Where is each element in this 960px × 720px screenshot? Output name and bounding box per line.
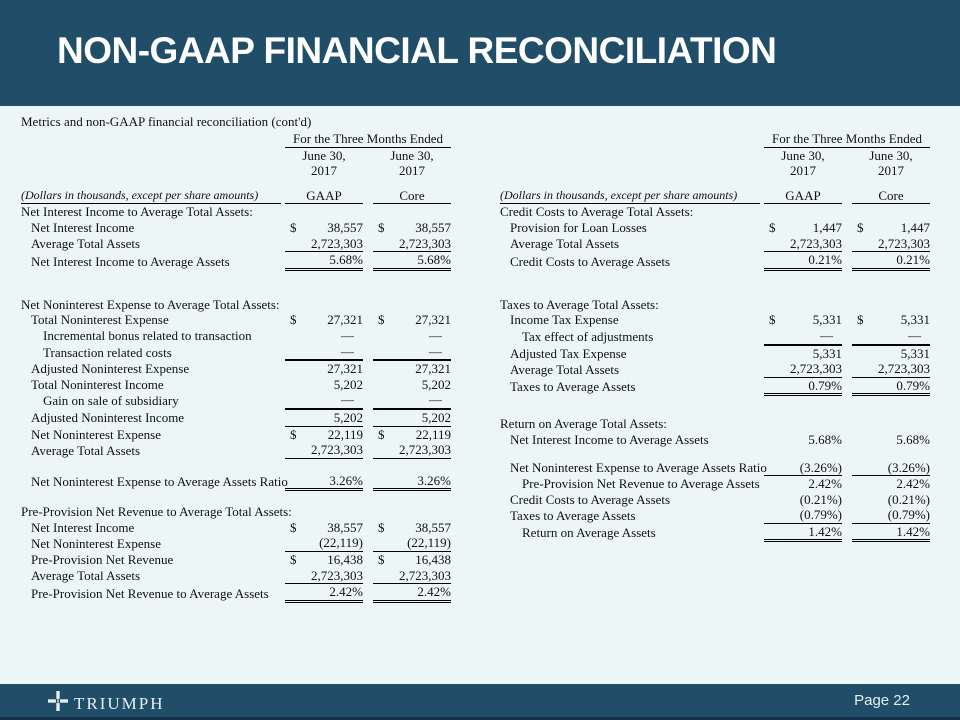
row-label: Pre-Provision Net Revenue <box>31 552 174 568</box>
core-value: $ 1,447 <box>852 220 930 236</box>
core-value: $ 16,438 <box>373 552 451 568</box>
gaap-value: 2,723,303 <box>285 568 363 584</box>
row-label: Transaction related costs <box>43 344 172 360</box>
gaap-value: 2.42% <box>285 584 363 602</box>
table-row <box>21 220 451 236</box>
gaap-value: 2,723,303 <box>285 236 363 252</box>
core-value: (0.21%) <box>887 491 931 507</box>
row-label: Adjusted Tax Expense <box>510 345 627 361</box>
period-label: For the Three Months Ended <box>285 131 451 147</box>
gaap-value: 1.42% <box>764 523 842 541</box>
core-value: $ 38,557 <box>373 220 451 236</box>
gaap-value: 5,202 <box>333 376 363 392</box>
section-label: Return on Average Total Assets: <box>500 416 667 432</box>
table-row <box>21 252 451 270</box>
core-value: — <box>852 328 930 345</box>
period-header-row <box>500 131 930 147</box>
column-header-row <box>21 188 451 204</box>
table-row <box>500 220 930 236</box>
core-value: 5,202 <box>421 376 452 392</box>
table-row <box>21 520 451 536</box>
table-row <box>21 360 451 377</box>
core-value: (0.79%) <box>852 507 930 523</box>
core-value: — <box>373 392 451 409</box>
year-header-row <box>500 163 930 179</box>
page-title: NON-GAAP FINANCIAL RECONCILIATION <box>57 30 777 71</box>
row-label: Adjusted Noninterest Expense <box>31 361 190 377</box>
gaap-value: 2.42% <box>808 476 842 492</box>
dollar-sign: $ <box>290 312 297 328</box>
gaap-value: $ 22,119 <box>285 426 363 442</box>
core-value: $ 38,557 <box>373 520 451 536</box>
core-value: (22,119) <box>373 535 451 551</box>
table-row <box>21 473 451 490</box>
left-table-container <box>21 131 451 603</box>
gaap-value: 5.68% <box>808 431 842 447</box>
core-value: 5,331 <box>900 345 931 361</box>
row-label: Incremental bonus related to transaction <box>43 327 252 343</box>
spacer-row <box>21 490 451 505</box>
left-reconciliation-table <box>21 131 451 603</box>
logo-text: TRIUMPH <box>74 693 165 713</box>
spacer-row <box>500 395 930 417</box>
table-row <box>21 328 451 344</box>
gaap-value: 2,723,303 <box>764 236 842 252</box>
row-label: Total Noninterest Expense <box>31 312 169 328</box>
gaap-value: $ 27,321 <box>285 312 363 328</box>
section-label: Pre-Provision Net Revenue to Average Total Assets: <box>21 504 292 520</box>
core-value: 2,723,303 <box>852 361 930 377</box>
core-date: June 30, <box>869 147 913 163</box>
row-label: Provision for Loan Losses <box>510 219 647 235</box>
dollar-sign: $ <box>857 219 864 235</box>
dollar-sign: $ <box>378 219 385 235</box>
core-value: 0.79% <box>852 377 930 395</box>
row-label: Taxes to Average Assets <box>510 379 636 395</box>
row-label: Net Interest Income to Average Assets <box>510 431 709 447</box>
gaap-year: 2017 <box>311 163 337 179</box>
core-column-header: Core <box>852 188 930 204</box>
gaap-value: 5,202 <box>285 409 363 426</box>
gaap-value: $ 38,557 <box>285 520 363 536</box>
gaap-column-header: GAAP <box>764 188 842 204</box>
row-label: Tax effect of adjustments <box>522 328 654 344</box>
gaap-year: 2017 <box>790 163 816 179</box>
table-row <box>21 392 451 409</box>
core-year: 2017 <box>399 163 425 179</box>
core-column-header: Core <box>373 188 451 204</box>
section-header-row <box>500 297 930 313</box>
row-label: Total Noninterest Income <box>31 376 164 392</box>
core-value: 2,723,303 <box>373 442 451 458</box>
core-value: (3.26%) <box>852 460 930 476</box>
core-value: 2,723,303 <box>373 236 451 252</box>
row-label: Net Interest Income <box>31 519 135 535</box>
row-label: Average Total Assets <box>510 236 620 252</box>
dollars-note: (Dollars in thousands, except per share amounts) <box>21 188 281 204</box>
row-label: Credit Costs to Average Assets <box>510 253 671 269</box>
period-header-row <box>21 131 451 147</box>
core-value: 2.42% <box>896 476 931 492</box>
spacer-row <box>21 269 451 297</box>
dollar-sign: $ <box>290 552 297 568</box>
gaap-value: $ 1,447 <box>764 220 842 236</box>
section-label: Net Interest Income to Average Total Assets: <box>21 204 253 220</box>
row-label: Average Total Assets <box>31 236 141 252</box>
core-year: 2017 <box>878 163 904 179</box>
core-value: 5.68% <box>373 252 451 270</box>
table-row <box>21 584 451 602</box>
dollar-sign: $ <box>378 519 385 535</box>
row-label: Adjusted Noninterest Income <box>31 410 185 426</box>
core-value: 5.68% <box>896 431 931 447</box>
table-row <box>21 377 451 393</box>
gaap-value: — <box>285 392 363 409</box>
table-row <box>500 507 930 523</box>
table-row <box>21 568 451 584</box>
dollar-sign: $ <box>290 519 297 535</box>
right-table-container <box>500 131 930 542</box>
gaap-value: (0.21%) <box>799 491 842 507</box>
table-row <box>500 492 930 508</box>
gaap-date: June 30, <box>302 147 346 163</box>
date-header-row <box>500 147 930 163</box>
dollars-note: (Dollars in thousands, except per share amounts) <box>500 188 760 204</box>
core-value: 27,321 <box>415 361 452 377</box>
core-date: June 30, <box>390 147 434 163</box>
gaap-value: — <box>764 328 842 345</box>
gaap-value: $ 5,331 <box>764 312 842 328</box>
section-label: Credit Costs to Average Total Assets: <box>500 204 694 220</box>
table-row <box>500 328 930 345</box>
column-header-row <box>500 188 930 204</box>
gaap-date: June 30, <box>781 147 825 163</box>
core-value: — <box>429 327 443 343</box>
table-row <box>500 252 930 270</box>
table-row <box>21 312 451 328</box>
gaap-value: (0.79%) <box>764 507 842 523</box>
row-label: Pre-Provision Net Revenue to Average Assets <box>31 585 269 601</box>
gaap-column-header: GAAP <box>285 188 363 204</box>
core-value: 2.42% <box>373 584 451 602</box>
table-row <box>500 345 930 362</box>
table-row <box>500 432 930 448</box>
table-row <box>500 523 930 541</box>
dollar-sign: $ <box>769 312 776 328</box>
core-value: 2,723,303 <box>852 236 930 252</box>
metrics-note: Metrics and non-GAAP financial reconciliation (cont'd) <box>21 114 312 129</box>
row-label: Average Total Assets <box>510 361 620 377</box>
row-label: Net Noninterest Expense to Average Assets Ratio <box>510 460 767 475</box>
core-value: 0.21% <box>852 252 930 270</box>
core-value: 5,202 <box>373 409 451 426</box>
gaap-value: 0.79% <box>764 377 842 395</box>
row-label: Average Total Assets <box>31 568 141 584</box>
table-row <box>21 552 451 568</box>
gaap-value: — <box>341 327 354 343</box>
gaap-value: $ 16,438 <box>285 552 363 568</box>
spacer-row <box>500 448 930 460</box>
table-row <box>500 236 930 252</box>
dollar-sign: $ <box>769 219 776 235</box>
section-header-row <box>500 416 930 432</box>
table-row <box>500 460 930 476</box>
row-label: Pre-Provision Net Revenue to Average Assets <box>522 476 760 492</box>
core-value: $ 5,331 <box>852 312 930 328</box>
period-label: For the Three Months Ended <box>764 131 930 147</box>
core-value: $ 27,321 <box>373 312 451 328</box>
gaap-value: 2,723,303 <box>764 361 842 377</box>
core-value: 2,723,303 <box>373 568 451 584</box>
table-row <box>21 426 451 442</box>
row-label: Net Interest Income <box>31 219 135 235</box>
row-label: Taxes to Average Assets <box>510 507 636 523</box>
gaap-value: 5,331 <box>812 345 842 361</box>
table-row <box>500 361 930 377</box>
section-header-row <box>21 504 451 520</box>
core-value: — <box>373 344 451 361</box>
section-label: Taxes to Average Total Assets: <box>500 296 659 312</box>
row-label: Return on Average Assets <box>522 525 656 541</box>
row-label: Gain on sale of subsidiary <box>43 393 179 409</box>
gaap-value: $ 38,557 <box>285 220 363 236</box>
gaap-value: 5.68% <box>285 252 363 270</box>
table-row <box>21 442 451 458</box>
row-label: Credit Costs to Average Assets <box>510 491 671 507</box>
gaap-value: 0.21% <box>764 252 842 270</box>
section-label: Net Noninterest Expense to Average Total Assets: <box>21 296 280 312</box>
section-header-row <box>500 204 930 220</box>
section-header-row <box>21 204 451 220</box>
row-label: Net Noninterest Expense <box>31 426 161 442</box>
row-label: Income Tax Expense <box>510 312 619 328</box>
gaap-value: 27,321 <box>327 361 363 377</box>
triumph-cross-icon <box>48 691 68 716</box>
table-row <box>500 377 930 395</box>
dollar-sign: $ <box>378 552 385 568</box>
core-value: 3.26% <box>373 473 451 490</box>
table-row <box>500 476 930 492</box>
right-reconciliation-table <box>500 131 930 542</box>
gaap-value: 2,723,303 <box>285 442 363 458</box>
row-label: Net Noninterest Expense <box>31 535 161 551</box>
page-number: Page 22 <box>854 692 910 709</box>
table-row <box>21 535 451 551</box>
row-label: Net Noninterest Expense to Average Assets Ratio <box>31 474 288 490</box>
table-row <box>21 344 451 361</box>
dollar-sign: $ <box>378 312 385 328</box>
spacer-row <box>21 458 451 473</box>
table-row <box>21 236 451 252</box>
date-header-row <box>21 147 451 163</box>
year-header-row <box>21 163 451 179</box>
gaap-value: (22,119) <box>285 535 363 551</box>
section-header-row <box>21 297 451 313</box>
core-value: 1.42% <box>852 523 930 541</box>
gaap-value: — <box>285 344 363 361</box>
table-row <box>500 312 930 328</box>
table-row <box>21 409 451 426</box>
gaap-value: (3.26%) <box>764 460 842 476</box>
gaap-value: 3.26% <box>285 473 363 490</box>
triumph-logo <box>48 691 165 716</box>
dollar-sign: $ <box>857 312 864 328</box>
dollar-sign: $ <box>290 219 297 235</box>
core-value: $ 22,119 <box>373 426 451 442</box>
dollar-sign: $ <box>290 426 297 442</box>
dollar-sign: $ <box>378 426 385 442</box>
row-label: Average Total Assets <box>31 442 141 458</box>
row-label: Net Interest Income to Average Assets <box>31 253 230 269</box>
spacer-row <box>500 269 930 297</box>
